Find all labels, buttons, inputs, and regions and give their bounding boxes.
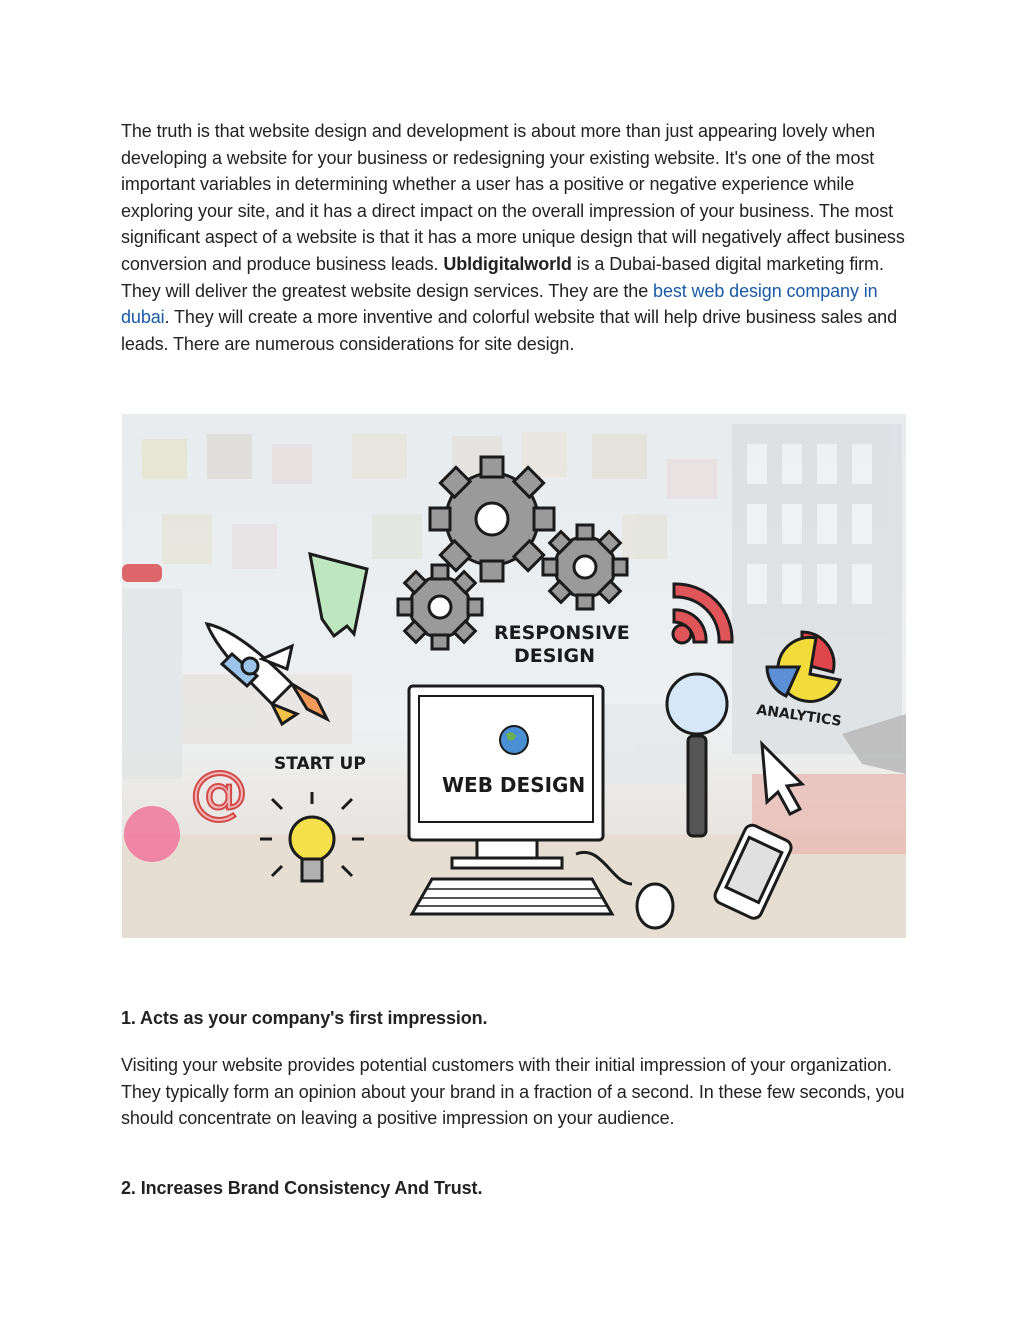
section-1-block <box>121 1052 905 1132</box>
web-design-illustration <box>122 414 906 938</box>
gear-icon <box>543 525 627 609</box>
intro-paragraph <box>121 118 905 357</box>
gear-icon <box>398 565 482 649</box>
keyboard-icon <box>412 879 612 914</box>
startup-label: START UP <box>274 754 366 774</box>
toy-car <box>122 564 162 582</box>
globe-icon <box>500 726 528 754</box>
section-1-paragraph: Visiting your website provides potential customers with their initial impression of your organization. They typically form an opinion about your brand in a fraction of a second. In these few seconds, you should concentrate on leaving a positive impression on your audience. <box>121 1055 905 1129</box>
illustration-canvas <box>122 414 906 938</box>
intro-text-3: . They will create a more inventive and colorful website that will help drive business sales and leads. There are numerous considerations for site design. <box>121 307 897 354</box>
analytics-label: ANALYTICS <box>755 702 843 730</box>
intro-text-2: is a Dubai-based digital marketing firm. They will deliver the greatest website design services. They are the <box>121 253 884 301</box>
intro-text-1: The truth is that website design and development is about more than just appearing lovely when developing a website for your business or redesigning your existing website. It's one of the most important variables in determining whether a user has a positive or negative experience while exploring your site, and it has a direct impact on the overall impression of your business. The most significant aspect of a website is that it has a more unique design that will negatively affect business conversion and produce business leads. <box>121 121 905 274</box>
responsive-label-line1: RESPONSIVE <box>494 622 630 644</box>
gear-icon <box>430 457 554 581</box>
web-design-label: WEB DESIGN <box>442 773 586 797</box>
responsive-label-line2: DESIGN <box>514 645 596 667</box>
section-heading-2: 2. Increases Brand Consistency And Trust. <box>121 1178 483 1198</box>
web-design-company-link[interactable]: best web design company in dubai <box>121 280 878 328</box>
at-icon: @ <box>190 758 248 826</box>
piggy-bank <box>124 806 180 862</box>
brand-name: Ubldigitalworld <box>443 253 572 274</box>
section-heading-1: 1. Acts as your company's first impression. <box>121 1008 488 1028</box>
intro-block <box>121 118 905 357</box>
